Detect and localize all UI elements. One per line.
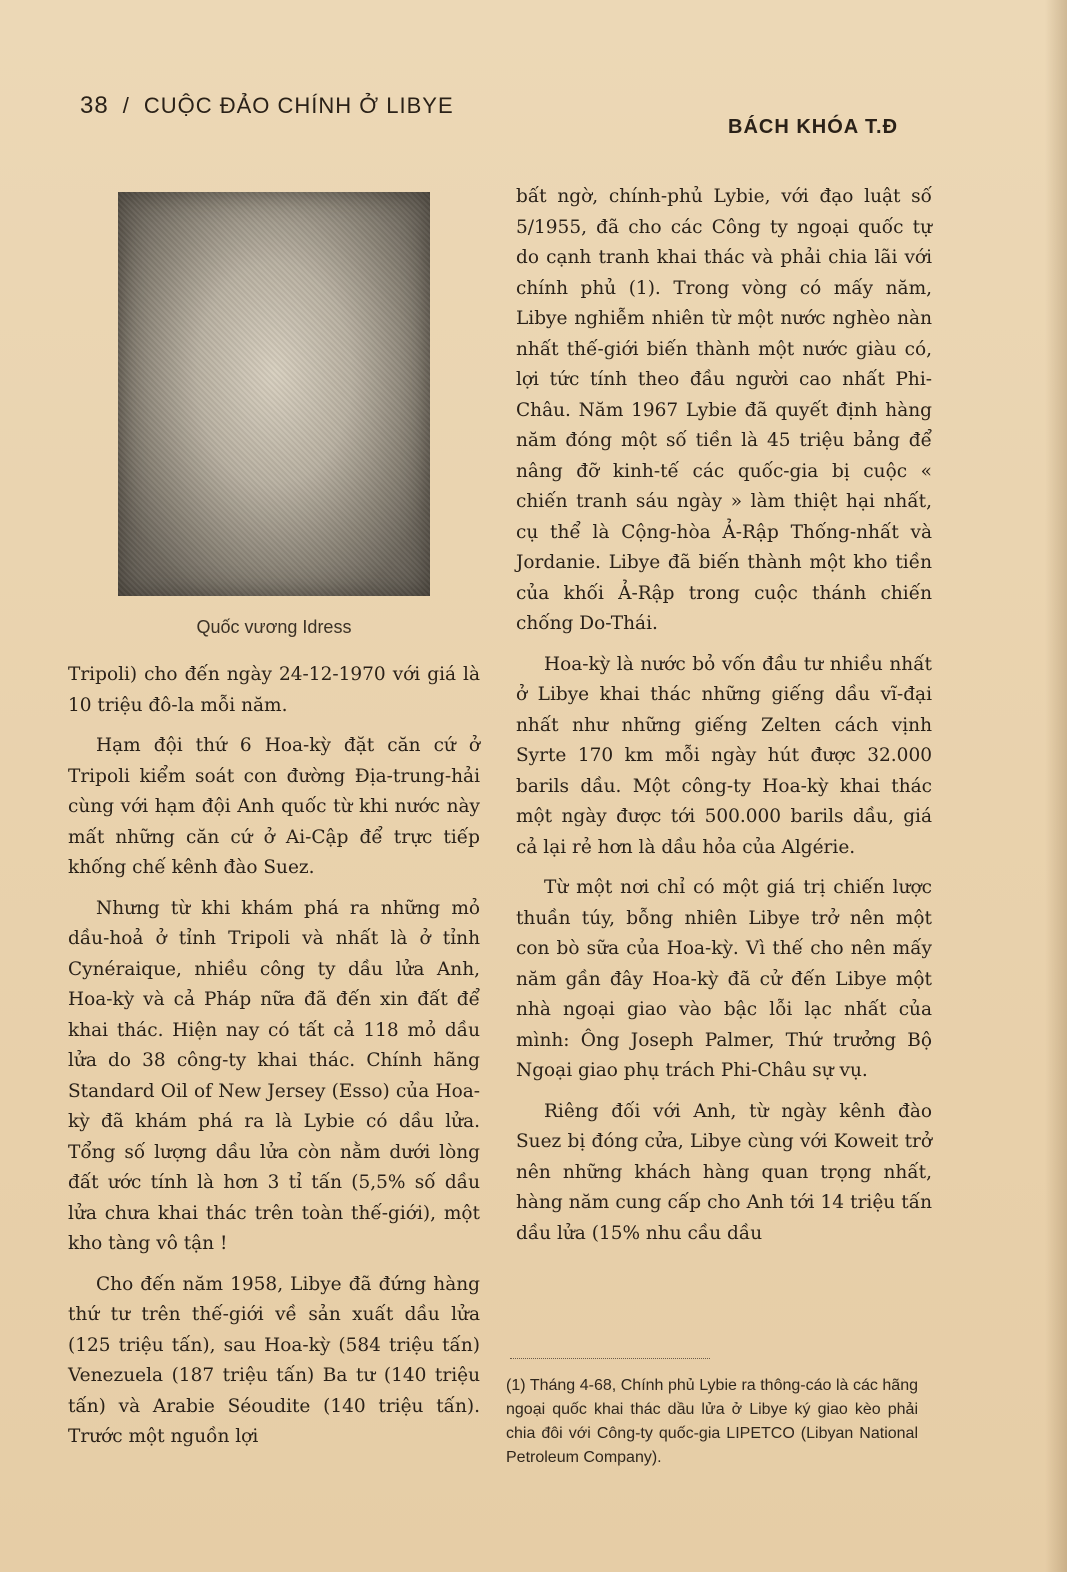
paragraph: bất ngờ, chính-phủ Lybie, với đạo luật số 5/1955, đã cho các Công ty ngoại quốc tự do cạnh tranh khai thác và phải chia lãi với chính phủ (1). Trong vòng có mấy năm, Libye nghiễm nhiên từ một nước nghèo nàn nhất thế-giới biến thành một nước giàu có, lợi tức tính theo đầu người cao nhất Phi-Châu. Năm 1967 Lybie đã quyết định hàng năm đóng một số tiền là 45 triệu bảng để nâng đỡ kinh-tế các quốc-gia bị cuộc « chiến tranh sáu ngày » làm thiệt hại nhất, cụ thể là Cộng-hòa Ả-Rập Thống-nhất và Jordanie. Libye đã biến thành một kho tiền của khối Ả-Rập trong cuộc thánh chiến chống Do-Thái. [516,186,932,634]
paragraph: Tripoli) cho đến ngày 24-12-1970 với giá là 10 triệu đô-la mỗi năm. [68,664,480,716]
paragraph: Cho đến năm 1958, Libye đã đứng hàng thứ tư trên thế-giới về sản xuất dầu lửa (125 triệu tấn), sau Hoa-kỳ (584 triệu tấn) Venezuela (187 triệu tấn) Ba tư (140 triệu tấn) và Arabie Séoudite (140 triệu tấn). Trước một nguồn lợi [68,1273,480,1447]
article-title: CUỘC ĐẢO CHÍNH Ở LIBYE [143,93,454,118]
paragraph: Hoa-kỳ là nước bỏ vốn đầu tư nhiều nhất ở Libye khai thác những giếng dầu vĩ-đại nhất như những giếng Zelten cách vịnh Syrte 170 km mỗi ngày hút được 32.000 barils dầu. Một công-ty Hoa-kỳ khai thác một ngày được tới 500.000 barils dầu, giá cả lại rẻ hơn là dầu hỏa của Algérie. [516,653,932,858]
footnote: (1) Tháng 4-68, Chính phủ Lybie ra thông-cáo là các hãng ngoại quốc khai thác dầu lửa ở Libye ký giao kèo phải chia đôi với Công-ty quốc-gia LIPETCO (Libyan National Petroleum Company). [506,1377,918,1466]
right-column [516,182,932,1259]
page-number: 38 [80,92,109,119]
paragraph: Hạm đội thứ 6 Hoa-kỳ đặt căn cứ ở Tripoli kiểm soát con đường Địa-trung-hải cùng với hạm đội Anh quốc từ khi nước này mất những căn cứ ở Ai-Cập để trực tiếp khống chế kênh đào Suez. [68,735,480,878]
magazine-name: BÁCH KHÓA T.Đ [728,116,899,138]
photo-caption: Quốc vương Idress [196,617,352,637]
header-separator: / [122,93,130,118]
left-column [68,660,480,1463]
paragraph: Riêng đối với Anh, từ ngày kênh đào Suez bị đóng cửa, Libye cùng với Koweit trở nên những khách hàng quan trọng nhất, hàng năm cung cấp cho Anh tới 14 triệu tấn dầu lửa (15% nhu cầu dầu [516,1100,932,1244]
portrait-photo [118,192,430,596]
paragraph: Nhưng từ khi khám phá ra những mỏ dầu-hoả ở tỉnh Tripoli và nhất là ở tỉnh Cynéraique, nhiều công ty dầu lửa Anh, Hoa-kỳ và cả Pháp nữa đã đến xin đất để khai thác. Hiện nay có tất cả 118 mỏ dầu lửa do 38 công-ty khai thác. Chính hãng Standard Oil of New Jersey (Esso) của Hoa-kỳ đã khám phá ra là Lybie có dầu lửa. Tổng số lượng dầu lửa còn nằm dưới lòng đất ước tính là hơn 3 tỉ tấn (5,5% số dầu lửa chưa khai thác trên toàn thế-giới), một kho tàng vô tận ! [68,897,480,1254]
page-edge [1045,0,1067,1572]
running-header [80,92,454,120]
footnote-rule [510,1358,710,1359]
paragraph: Từ một nơi chỉ có một giá trị chiến lược thuần túy, bỗng nhiên Libye trở nên một con bò sữa của Hoa-kỳ. Vì thế cho nên mấy năm gần đây Hoa-kỳ đã cử đến Libye một nhà ngoại giao vào bậc lỗi lạc nhất của mình: Ông Joseph Palmer, Thứ trưởng Bộ Ngoại giao phụ trách Phi-Châu sự vụ. [516,877,932,1081]
